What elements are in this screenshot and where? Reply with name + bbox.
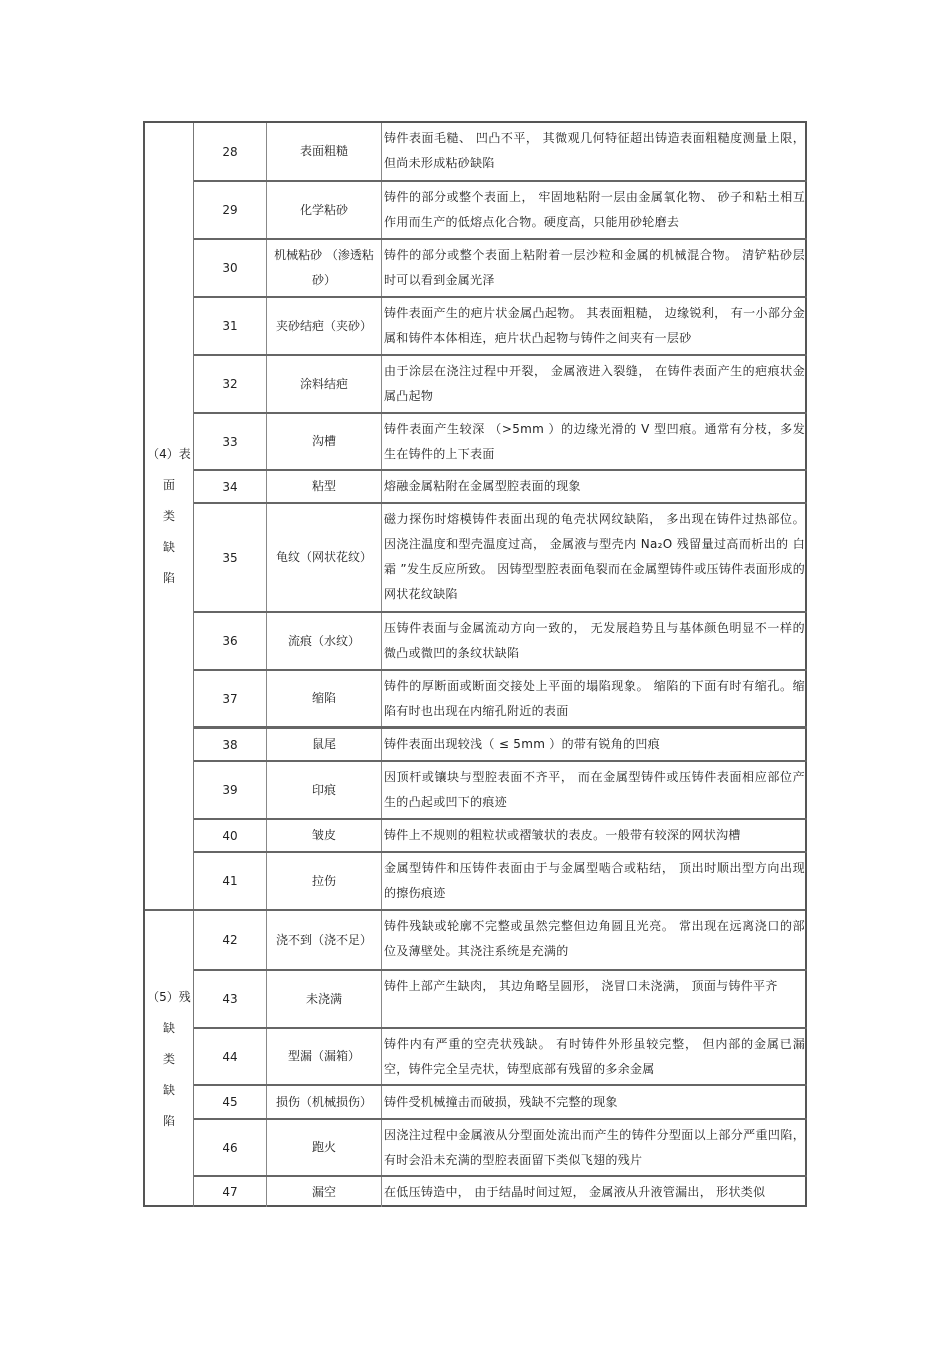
row-number: 42	[194, 911, 267, 969]
defect-description: 铸件残缺或轮廓不完整或虽然完整但边角圆且光亮。 常出现在远离浇口的部位及薄壁处。其浇注系统是充满的	[384, 919, 805, 958]
table-row	[194, 911, 807, 969]
defect-name: 沟槽	[267, 414, 382, 469]
defect-name: 跑火	[267, 1120, 382, 1175]
table-row	[194, 296, 807, 354]
defect-name: 机械粘砂 （渗透粘砂）	[267, 240, 382, 296]
row-number: 30	[194, 240, 267, 296]
table-row	[194, 611, 807, 669]
defect-description: 压铸件表面与金属流动方向一致的， 无发展趋势且与基体颜色明显不一样的微凸或微凹的条纹状缺陷	[384, 621, 805, 660]
defect-name: 漏空	[267, 1177, 382, 1207]
table-row	[194, 726, 807, 760]
defect-name: 皱皮	[267, 820, 382, 851]
defect-name: 浇不到（浇不足）	[267, 911, 382, 969]
defect-description: 熔融金属粘附在金属型腔表面的现象	[384, 479, 581, 493]
table-row	[194, 238, 807, 296]
row-number: 41	[194, 853, 267, 909]
row-number: 44	[194, 1029, 267, 1084]
table-row	[194, 412, 807, 469]
category-label	[145, 982, 193, 1137]
row-number: 40	[194, 820, 267, 851]
category-label	[145, 439, 193, 594]
defect-description: 因浇注过程中金属液从分型面处流出而产生的铸件分型面以上部分严重凹陷，有时会沿未充满的型腔表面留下类似飞翅的残片	[384, 1128, 805, 1167]
defect-name: 型漏（漏箱）	[267, 1029, 382, 1084]
defect-name: 表面粗糙	[267, 123, 382, 180]
category-line: （4）表	[147, 447, 191, 461]
row-number: 38	[194, 729, 267, 760]
defect-name: 鼠尾	[267, 729, 382, 760]
defect-description: 因顶杆或镶块与型腔表面不齐平， 而在金属型铸件或压铸件表面相应部位产生的凸起或凹下的痕迹	[384, 770, 805, 809]
row-number: 33	[194, 414, 267, 469]
row-number: 43	[194, 971, 267, 1027]
table-row	[194, 669, 807, 726]
defect-description: 铸件的厚断面或断面交接处上平面的塌陷现象。 缩陷的下面有时有缩孔。缩陷有时也出现在内缩孔附近的表面	[384, 679, 805, 718]
table-row	[194, 969, 807, 1027]
row-number: 37	[194, 671, 267, 726]
row-number: 47	[194, 1177, 267, 1207]
defect-description: 铸件内有严重的空壳状残缺。 有时铸件外形虽较完整， 但内部的金属已漏空，铸件完全呈壳状，铸型底部有残留的多余金属	[384, 1037, 805, 1076]
defect-name: 印痕	[267, 762, 382, 818]
table-row	[194, 818, 807, 851]
defect-description: 金属型铸件和压铸件表面由于与金属型啮合或粘结， 顶出时顺出型方向出现的擦伤痕迹	[384, 861, 805, 900]
defect-description: 铸件的部分或整个表面上粘附着一层沙粒和金属的机械混合物。 清铲粘砂层时可以看到金属光泽	[384, 248, 805, 287]
category-line: 缺	[162, 1020, 175, 1035]
defect-table	[143, 121, 807, 1207]
row-number: 46	[194, 1120, 267, 1175]
defect-description: 铸件受机械撞击而破损，残缺不完整的现象	[384, 1094, 618, 1109]
row-number: 31	[194, 298, 267, 354]
table-row	[194, 354, 807, 412]
defect-name: 流痕（水纹）	[267, 613, 382, 669]
category-line: 缺	[162, 540, 175, 554]
row-number: 39	[194, 762, 267, 818]
category-line: 类	[162, 1051, 175, 1066]
table-row	[194, 1084, 807, 1118]
defect-name: 夹砂结疤（夹砂）	[267, 298, 382, 354]
defect-description: 磁力探伤时熔模铸件表面出现的龟壳状网纹缺陷， 多出现在铸件过热部位。因浇注温度和型壳温度过高， 金属液与型壳内 Na₂O 残留量过高而析出的 白霜 ”发生反应所致。 因铸型型腔表面龟裂而在金属塑铸件或压铸件表面形成的网状花纹缺陷	[384, 512, 805, 601]
defect-name: 未浇满	[267, 971, 382, 1027]
defect-description: 铸件的部分或整个表面上， 牢固地粘附一层由金属氧化物、 砂子和粘土相互作用而生产的低熔点化合物。硬度高，只能用砂轮磨去	[384, 190, 805, 229]
category-line: 陷	[162, 571, 175, 585]
row-number: 45	[194, 1086, 267, 1118]
table-row	[194, 180, 807, 238]
table-row	[194, 502, 807, 611]
table-row	[194, 1175, 807, 1207]
defect-description: 铸件表面毛糙、 凹凸不平， 其微观几何特征超出铸造表面粗糙度测量上限，但尚未形成粘砂缺陷	[384, 131, 805, 170]
table-row	[194, 1027, 807, 1084]
table-row	[194, 1118, 807, 1175]
category-line: （5）残	[147, 989, 191, 1004]
category-line: 缺	[162, 1082, 175, 1097]
defect-name: 缩陷	[267, 671, 382, 726]
defect-name: 粘型	[267, 471, 382, 502]
defect-description: 铸件表面产生较深 （>5mm ）的边缘光滑的 V 型凹痕。通常有分枝，多发生在铸件的上下表面	[384, 422, 805, 461]
defect-name: 涂料结疤	[267, 356, 382, 412]
row-number: 32	[194, 356, 267, 412]
defect-description: 铸件表面出现较浅（ ≤ 5mm ）的带有锐角的凹痕	[384, 737, 661, 751]
category-line: 面	[162, 478, 175, 492]
table-row	[194, 469, 807, 502]
defect-name: 损伤（机械损伤）	[267, 1086, 382, 1118]
defect-name: 龟纹（网状花纹）	[267, 504, 382, 611]
defect-description: 铸件上部产生缺肉， 其边角略呈圆形， 浇冒口未浇满， 顶面与铸件平齐	[384, 979, 778, 993]
defect-description: 由于涂层在浇注过程中开裂， 金属液进入裂缝， 在铸件表面产生的疤痕状金属凸起物	[384, 364, 805, 403]
defect-description: 铸件表面产生的疤片状金属凸起物。 其表面粗糙， 边缘锐利， 有一小部分金属和铸件本体相连，疤片状凸起物与铸件之间夹有一层砂	[384, 306, 805, 345]
table-row	[194, 851, 807, 909]
defect-name: 化学粘砂	[267, 182, 382, 238]
category-surface-defects	[145, 123, 194, 910]
defect-name: 拉伤	[267, 853, 382, 909]
table-row	[194, 760, 807, 818]
defect-description: 在低压铸造中， 由于结晶时间过短， 金属液从升液管漏出， 形状类似	[384, 1184, 766, 1199]
table-row	[194, 123, 807, 180]
category-line: 陷	[162, 1113, 175, 1128]
category-line: 类	[162, 509, 175, 523]
row-number: 35	[194, 504, 267, 611]
row-number: 36	[194, 613, 267, 669]
row-number: 29	[194, 182, 267, 238]
defect-description: 铸件上不规则的粗粒状或褶皱状的表皮。一般带有较深的网状沟槽	[384, 828, 741, 842]
category-incomplete-defects	[145, 911, 194, 1207]
row-number: 28	[194, 123, 267, 180]
row-number: 34	[194, 471, 267, 502]
